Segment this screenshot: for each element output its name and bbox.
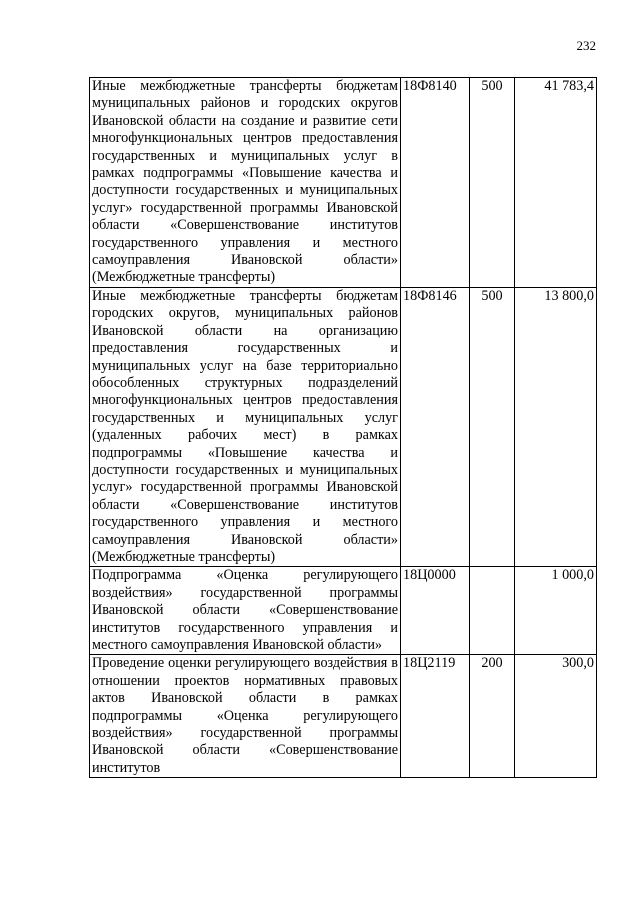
row-description: Подпрограмма «Оценка регулирующего воздействия» государственной программы Ивановской области «Совершенствование институтов государственного управления и местного самоуправления Ивановской области» — [90, 567, 401, 655]
table-row — [90, 567, 597, 655]
row-amount: 300,0 — [515, 655, 597, 778]
row-target-code: 18Ц0000 — [401, 567, 470, 655]
row-amount: 13 800,0 — [515, 287, 597, 567]
row-expense-type — [470, 567, 515, 655]
budget-table — [89, 77, 597, 778]
row-expense-type: 500 — [470, 287, 515, 567]
row-expense-type: 200 — [470, 655, 515, 778]
table-row — [90, 655, 597, 778]
row-description: Иные межбюджетные трансферты бюджетам городских округов, муниципальных районов Ивановской области на организацию предоставления государственных и муниципальных услуг на базе территориально обособленных структурных подразделений многофункциональных центров предоставления государственных и муниципальных услуг (удаленных рабочих мест) в рамках подпрограммы «Повышение качества и доступности государственных и муниципальных услуг» государственной программы Ивановской области «Совершенствование институтов государственного управления и местного самоуправления Ивановской области» (Межбюджетные трансферты) — [90, 287, 401, 567]
row-amount: 1 000,0 — [515, 567, 597, 655]
page-number: 232 — [576, 38, 596, 53]
row-target-code: 18Ф8140 — [401, 78, 470, 288]
row-expense-type: 500 — [470, 78, 515, 288]
row-target-code: 18Ф8146 — [401, 287, 470, 567]
table-row — [90, 78, 597, 288]
row-description: Иные межбюджетные трансферты бюджетам муниципальных районов и городских округов Ивановской области на создание и развитие сети многофункциональных центров предоставления государственных и муниципальных услуг в рамках подпрограммы «Повышение качества и доступности государственных и муниципальных услуг» государственной программы Ивановской области «Совершенствование институтов государственного управления и местного самоуправления Ивановской области» (Межбюджетные трансферты) — [90, 78, 401, 288]
row-amount: 41 783,4 — [515, 78, 597, 288]
row-target-code: 18Ц2119 — [401, 655, 470, 778]
row-description: Проведение оценки регулирующего воздействия в отношении проектов нормативных правовых актов Ивановской области в рамках подпрограммы «Оценка регулирующего воздействия» государственной программы Ивановской области «Совершенствование институтов — [90, 655, 401, 778]
table-row — [90, 287, 597, 567]
